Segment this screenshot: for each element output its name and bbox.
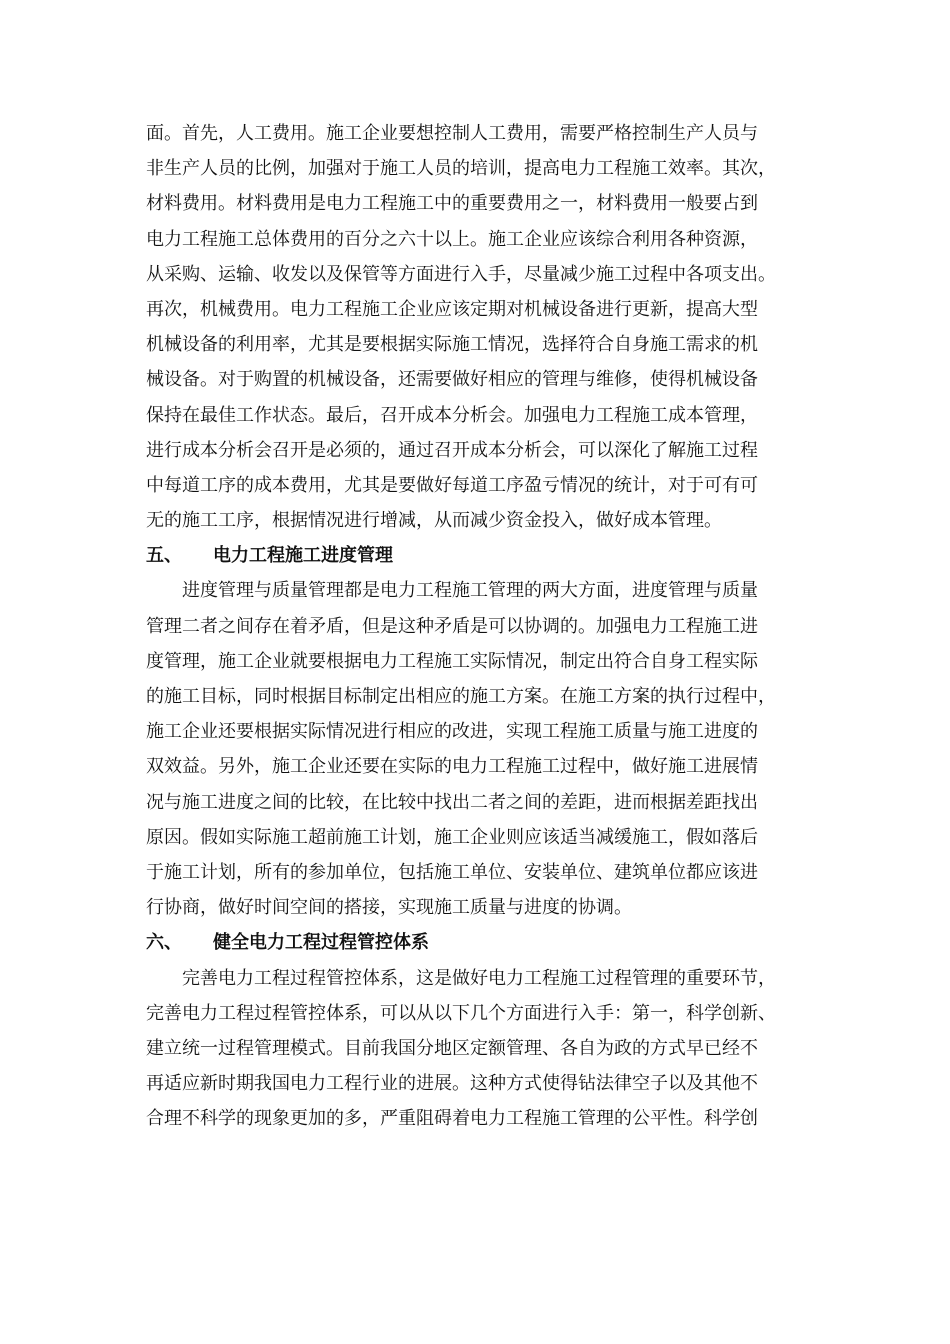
text-line: 的施工目标，同时根据目标制定出相应的施工方案。在施工方案的执行过程中， [146,686,776,707]
text-line: 况与施工进度之间的比较，在比较中找出二者之间的差距，进而根据差距找出 [146,791,758,813]
text-line: 再适应新时期我国电力工程行业的进展。这种方式使得钻法律空子以及其他不 [146,1073,758,1095]
text-line: 进度管理与质量管理都是电力工程施工管理的两大方面，进度管理与质量 [182,580,758,602]
text-line: 面。首先，人工费用。施工企业要想控制人工费用，需要严格控制生产人员与 [146,123,758,144]
text-line: 从采购、运输、收发以及保管等方面进行入手，尽量减少施工过程中各项支出。 [146,263,776,285]
text-line: 完善电力工程过程管控体系，可以从以下几个方面进行入手：第一，科学创新、 [146,1002,776,1024]
text-line: 度管理，施工企业就要根据电力工程施工实际情况，制定出符合自身工程实际 [146,650,758,672]
text-line: 械设备。对于购置的机械设备，还需要做好相应的管理与维修，使得机械设备 [146,369,758,391]
section-heading-5 [146,538,826,573]
text-line: 中每道工序的成本费用，尤其是要做好每道工序盈亏情况的统计，对于可有可 [146,474,758,496]
text-line: 完善电力工程过程管控体系，这是做好电力工程施工过程管理的重要环节， [182,967,776,989]
text-line: 于施工计划，所有的参加单位，包括施工单位、安装单位、建筑单位都应该进 [146,861,758,883]
text-line: 无的施工工序，根据情况进行增减，从而减少资金投入，做好成本管理。 [146,510,722,532]
section-title: 电力工程施工进度管理 [213,545,393,567]
text-line: 非生产人员的比例，加强对于施工人员的培训，提高电力工程施工效率。其次， [146,158,776,180]
text-line: 原因。假如实际施工超前施工计划，施工企业则应该适当减缓施工，假如落后 [146,826,758,848]
section-title: 健全电力工程过程管控体系 [213,932,429,954]
section-5-paragraph [146,573,826,925]
section-6-paragraph [146,961,826,1137]
text-line: 再次，机械费用。电力工程施工企业应该定期对机械设备进行更新，提高大型 [146,298,758,320]
section-number: 五、 [146,545,182,567]
document-page [146,116,826,1136]
text-line: 合理不科学的现象更加的多，严重阻碍着电力工程施工管理的公平性。科学创 [146,1108,758,1130]
text-line: 材料费用。材料费用是电力工程施工中的重要费用之一，材料费用一般要占到 [146,193,758,215]
section-number: 六、 [146,932,182,954]
text-line: 双效益。另外，施工企业还要在实际的电力工程施工过程中，做好施工进展情 [146,756,758,778]
text-line: 机械设备的利用率，尤其是要根据实际施工情况，选择符合自身施工需求的机 [146,334,758,356]
text-line: 电力工程施工总体费用的百分之六十以上。施工企业应该综合利用各种资源， [146,228,758,250]
paragraph-cost-management [146,116,826,538]
section-heading-6 [146,925,826,960]
text-line: 管理二者之间存在着矛盾，但是这种矛盾是可以协调的。加强电力工程施工进 [146,615,758,637]
text-line: 行协商，做好时间空间的搭接，实现施工质量与进度的协调。 [146,897,632,919]
text-line: 建立统一过程管理模式。目前我国分地区定额管理、各自为政的方式早已经不 [146,1037,758,1059]
text-line: 保持在最佳工作状态。最后，召开成本分析会。加强电力工程施工成本管理， [146,404,758,426]
text-line: 进行成本分析会召开是必须的，通过召开成本分析会，可以深化了解施工过程 [146,439,758,461]
text-line: 施工企业还要根据实际情况进行相应的改进，实现工程施工质量与施工进度的 [146,721,758,743]
